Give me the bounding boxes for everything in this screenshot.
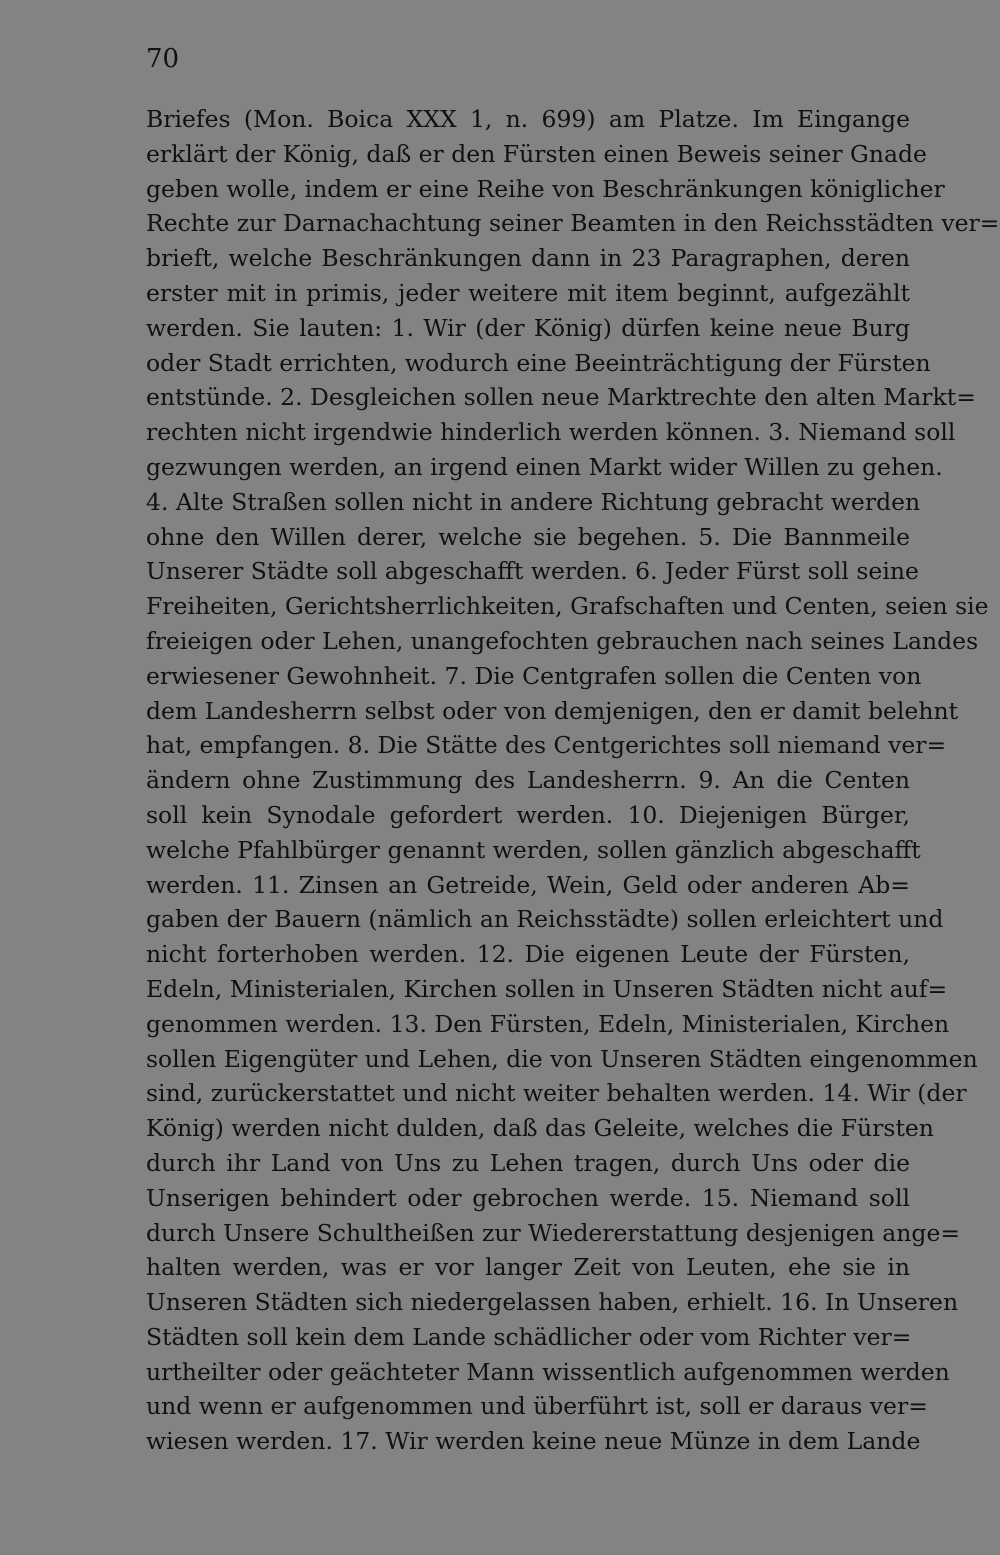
text-line: nicht forterhoben werden. 12. Die eigenen Leute der Fürsten, <box>146 940 910 969</box>
text-line: oder Stadt errichten, wodurch eine Beeinträchtigung der Fürsten <box>146 348 931 377</box>
text-line: gaben der Bauern (nämlich an Reichsstädte) sollen erleichtert und <box>146 905 944 934</box>
text-line: soll kein Synodale gefordert werden. 10. Diejenigen Bürger, <box>146 800 910 829</box>
text-line: sind, zurückerstattet und nicht weiter behalten werden. 14. Wir (der <box>146 1079 967 1108</box>
text-line: und wenn er aufgenommen und überführt ist, soll er daraus ver= <box>146 1392 928 1421</box>
text-line: Städten soll kein dem Lande schädlicher oder vom Richter ver= <box>146 1322 912 1351</box>
text-line: König) werden nicht dulden, daß das Geleite, welches die Fürsten <box>146 1114 934 1143</box>
text-line: halten werden, was er vor langer Zeit von Leuten, ehe sie in <box>146 1253 910 1282</box>
text-line: welche Pfahlbürger genannt werden, sollen gänzlich abgeschafft <box>146 835 921 864</box>
text-line: sollen Eigengüter und Lehen, die von Unseren Städten eingenommen <box>146 1044 978 1073</box>
text-line: hat, empfangen. 8. Die Stätte des Centgerichtes soll niemand ver= <box>146 731 947 760</box>
text-line: Edeln, Ministerialen, Kirchen sollen in Unseren Städten nicht auf= <box>146 974 948 1003</box>
text-line: werden. Sie lauten: 1. Wir (der König) dürfen keine neue Burg <box>146 313 910 342</box>
page-number: 70 <box>146 44 180 74</box>
text-line: durch ihr Land von Uns zu Lehen tragen, durch Uns oder die <box>146 1148 910 1177</box>
text-line: durch Unsere Schultheißen zur Wiedererstattung desjenigen ange= <box>146 1218 961 1247</box>
text-line: ändern ohne Zustimmung des Landesherrn. 9. An die Centen <box>146 766 910 795</box>
text-line: Unseren Städten sich niedergelassen haben, erhielt. 16. In Unseren <box>146 1288 959 1317</box>
text-line: rechten nicht irgendwie hinderlich werden können. 3. Niemand soll <box>146 418 956 447</box>
text-line: erklärt der König, daß er den Fürsten einen Beweis seiner Gnade <box>146 139 927 168</box>
text-line: freieigen oder Lehen, unangefochten gebrauchen nach seines Landes <box>146 626 979 655</box>
text-line: erwiesener Gewohnheit. 7. Die Centgrafen sollen die Centen von <box>146 661 922 690</box>
text-line: urtheilter oder geächteter Mann wissentlich aufgenommen werden <box>146 1357 950 1386</box>
text-line: Unserer Städte soll abgeschafft werden. 6. Jeder Fürst soll seine <box>146 557 919 586</box>
text-line: entstünde. 2. Desgleichen sollen neue Marktrechte den alten Markt= <box>146 383 976 412</box>
body-text <box>146 102 1000 1459</box>
text-line: Freiheiten, Gerichtsherrlichkeiten, Grafschaften und Centen, seien sie <box>146 592 989 621</box>
text-line: Unserigen behindert oder gebrochen werde. 15. Niemand soll <box>146 1183 910 1212</box>
text-line: geben wolle, indem er eine Reihe von Beschränkungen königlicher <box>146 174 945 203</box>
text-line: gezwungen werden, an irgend einen Markt wider Willen zu gehen. <box>146 452 943 481</box>
text-line: wiesen werden. 17. Wir werden keine neue Münze in dem Lande <box>146 1427 921 1456</box>
text-line: 4. Alte Straßen sollen nicht in andere Richtung gebracht werden <box>146 487 921 516</box>
text-line: ohne den Willen derer, welche sie begehen. 5. Die Bannmeile <box>146 522 910 551</box>
text-line: dem Landesherrn selbst oder von demjenigen, den er damit belehnt <box>146 696 959 725</box>
text-line: brieft, welche Beschränkungen dann in 23 Paragraphen, deren <box>146 244 910 273</box>
text-line: genommen werden. 13. Den Fürsten, Edeln, Ministerialen, Kirchen <box>146 1009 950 1038</box>
text-line: erster mit in primis, jeder weitere mit item beginnt, aufgezählt <box>146 278 910 307</box>
text-line: Briefes (Mon. Boica XXX 1, n. 699) am Platze. Im Eingange <box>146 105 910 133</box>
text-line: Rechte zur Darnachachtung seiner Beamten in den Reichsstädten ver= <box>146 209 1000 238</box>
text-line: werden. 11. Zinsen an Getreide, Wein, Geld oder anderen Ab= <box>146 870 910 899</box>
